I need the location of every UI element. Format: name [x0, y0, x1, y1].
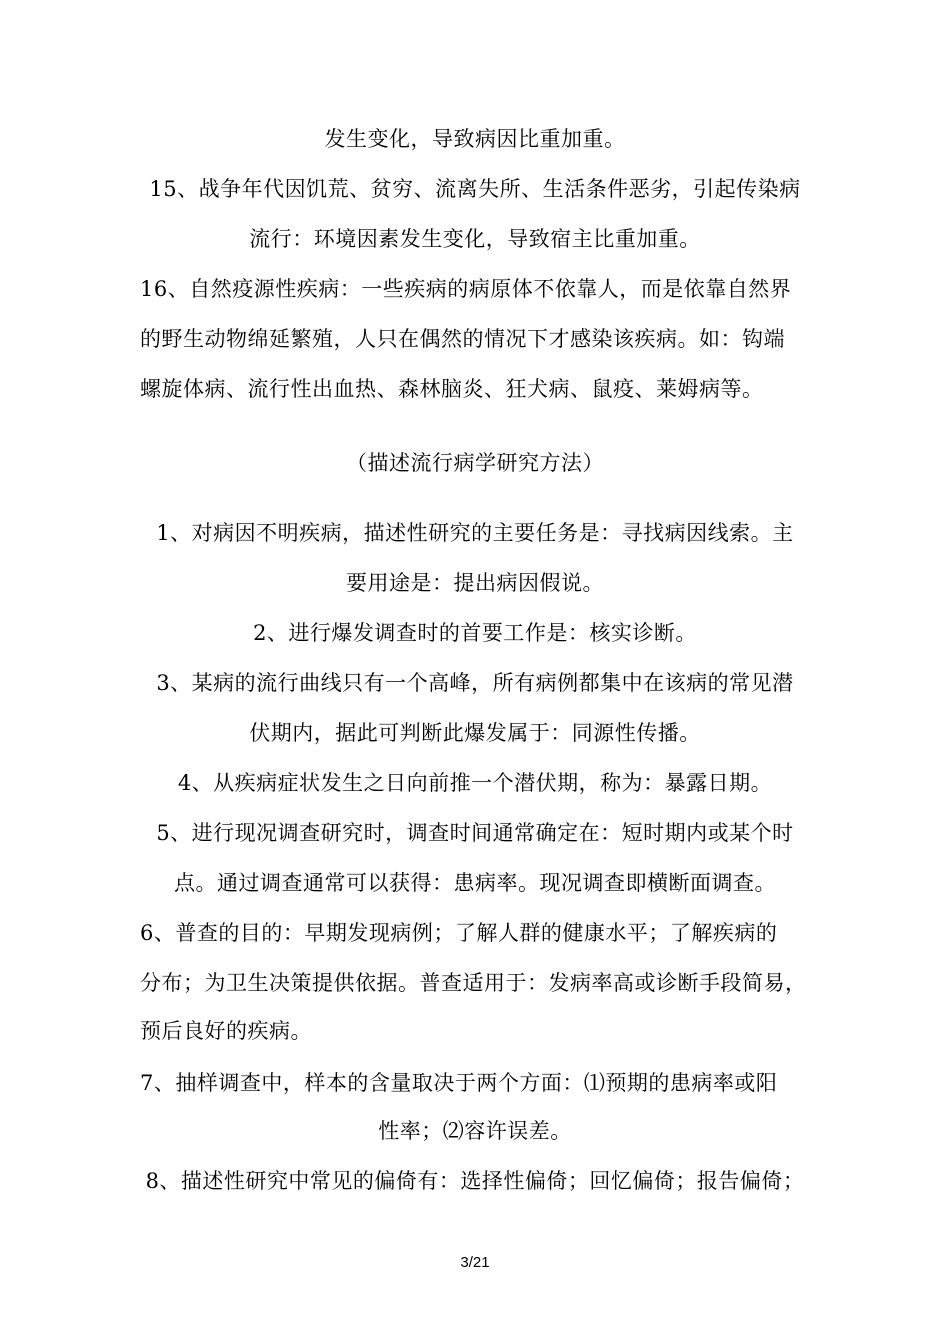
text-line: 4、从疾病症状发生之日向前推一个潜伏期，称为：暴露日期。 [177, 771, 773, 795]
text-line: 16、自然疫源性疾病：一些疾病的病原体不依靠人，而是依靠自然界 [140, 277, 792, 301]
text-line: 分布；为卫生决策提供依据。普查适用于：发病率高或诊断手段简易， [140, 971, 807, 995]
text-line: 发生变化，导致病因比重加重。 [324, 127, 626, 151]
text-line: 1、对病因不明疾病，描述性研究的主要任务是：寻找病因线索。主 [156, 521, 794, 545]
text-line: 2、进行爆发调查时的首要工作是：核实诊断。 [253, 621, 697, 645]
text-line: 点。通过调查通常可以获得：患病率。现况调查即横断面调查。 [174, 871, 776, 895]
text-line: 6、普查的目的：早期发现病例；了解人群的健康水平；了解疾病的 [140, 921, 778, 945]
text-line: 3、某病的流行曲线只有一个高峰，所有病例都集中在该病的常见潜 [156, 671, 794, 695]
text-line: 性率；⑵容许误差。 [378, 1119, 572, 1143]
text-line: 8、描述性研究中常见的偏倚有：选择性偏倚；回忆偏倚；报告偏倚； [145, 1169, 805, 1193]
text-line: 7、抽样调查中，样本的含量取决于两个方面：⑴预期的患病率或阳 [140, 1071, 778, 1095]
text-line: 伏期内，据此可判断此爆发属于：同源性传播。 [249, 721, 701, 745]
text-line: 螺旋体病、流行性出血热、森林脑炎、狂犬病、鼠疫、莱姆病等。 [140, 377, 764, 401]
text-line: 流行：环境因素发生变化，导致宿主比重加重。 [249, 227, 701, 251]
text-line: 预后良好的疾病。 [140, 1019, 312, 1043]
page-number: 3/21 [460, 1254, 490, 1271]
section-heading: （描述流行病学研究方法） [346, 451, 604, 475]
text-line: 15、战争年代因饥荒、贫穷、流离失所、生活条件恶劣，引起传染病 [149, 177, 801, 201]
text-line: 要用途是：提出病因假说。 [346, 571, 604, 595]
text-line: 的野生动物绵延繁殖，人只在偶然的情况下才感染该疾病。如：钩端 [140, 327, 785, 351]
text-line: 5、进行现况调查研究时，调查时间通常确定在：短时期内或某个时 [156, 821, 794, 845]
